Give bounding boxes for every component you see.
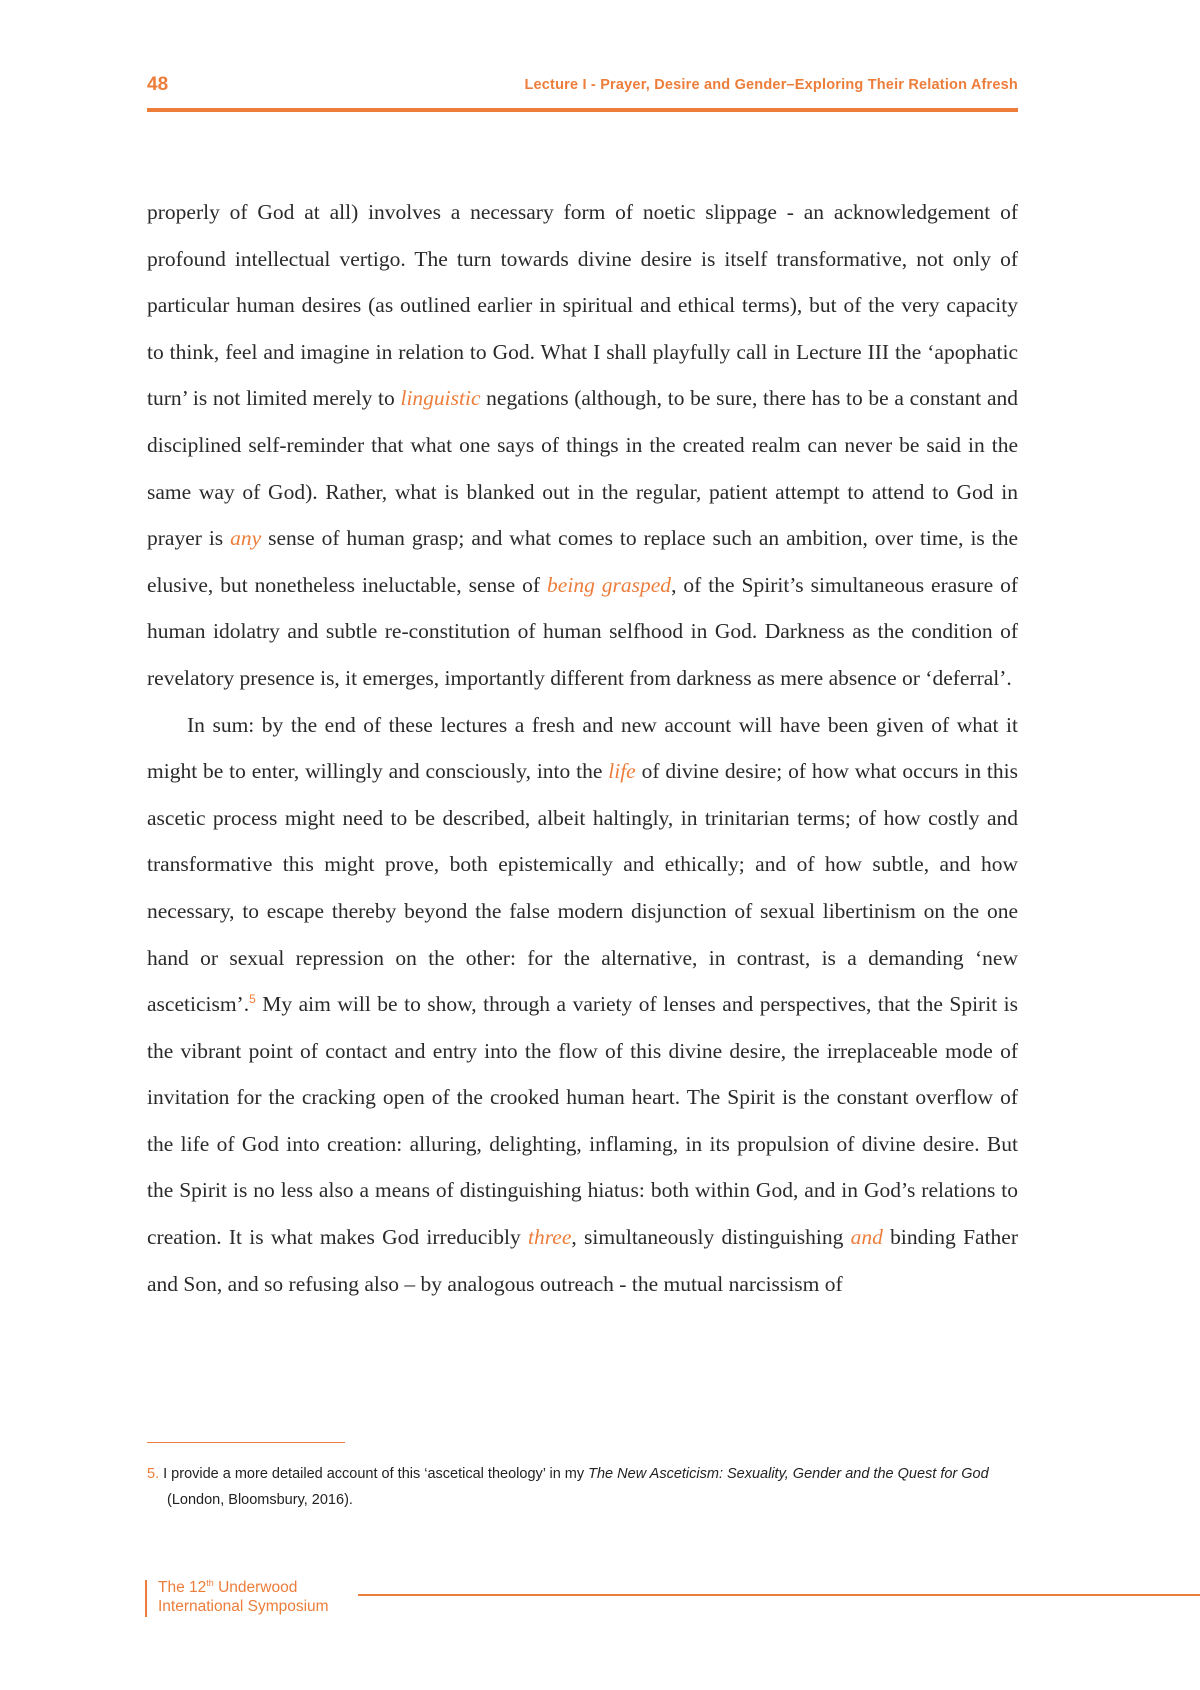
running-title: Lecture I - Prayer, Desire and Gender–Exploring Their Relation Afresh	[524, 77, 1018, 93]
emphasis-three: three	[528, 1225, 572, 1250]
footnote-book-title: The New Asceticism: Sexuality, Gender and the Quest for God	[588, 1466, 989, 1482]
text-span: , simultaneously distinguishing	[571, 1225, 851, 1250]
paragraph-2	[147, 702, 1018, 1308]
text-span: sense of human grasp; and what comes to replace such an ambition, over time, is the elusive, but nonetheless ineluctable, sense of	[147, 526, 1018, 597]
footer-brand-line-2: International Symposium	[158, 1598, 329, 1615]
emphasis-being-grasped: being grasped	[547, 572, 672, 597]
footer-brand-text: Underwood	[213, 1579, 298, 1596]
text-span: negations (although, to be sure, there has to be a constant and disciplined self-reminder that what one says of things in the created realm can never be said in the same way of God). Rather, what is blanked out in the regular, patient attempt to attend to God in prayer is	[147, 386, 1019, 551]
text-span: of divine desire; of how what occurs in this ascetic process might need to be described, albeit haltingly, in trinitarian terms; of how costly and transformative this might prove, both epistemically and ethically; and of how subtle, and how necessary, to escape thereby beyond the false modern disjunction of sexual libertinism on the one hand or sexual repression on the other: for the alternative, in contrast, is a demanding ‘new asceticism’.	[147, 759, 1018, 1017]
footer-brand-superscript: th	[206, 1577, 214, 1588]
text-span: , of the Spirit’s simultaneous erasure of human idolatry and subtle re-constitution of human selfhood in God. Darkness as the condition of revelatory presence is, it emerges, importantly different from darkness as mere absence or ‘deferral’.	[147, 572, 1018, 690]
text-span: properly of God at all) involves a necessary form of noetic slippage - an acknowledgement of profound intellectual vertigo. The turn towards divine desire is itself transformative, not only of particular human desires (as outlined earlier in spiritual and ethical terms), but of the very capacity to think, feel and imagine in relation to God. What I shall playfully call in Lecture III the ‘apophatic turn’ is not limited merely to	[147, 200, 1018, 411]
page-number: 48	[147, 74, 169, 95]
footnote-text: I provide a more detailed account of this ‘ascetical theology’ in my	[159, 1466, 589, 1482]
footnote-number: 5.	[147, 1466, 160, 1482]
footnote-divider	[147, 1442, 345, 1443]
emphasis-any: any	[230, 526, 262, 551]
footer-brand-line-1	[158, 1578, 329, 1597]
text-span: In sum: by the end of these lectures a fresh and new account will have been given of what it might be to enter, willingly and consciously, into the	[147, 712, 1018, 784]
footnote-text: (London, Bloomsbury, 2016).	[167, 1492, 353, 1508]
paragraph-1	[147, 189, 1018, 702]
footer-brand	[158, 1578, 329, 1616]
text-span: My aim will be to show, through a variety of lenses and perspectives, that the Spirit is the vibrant point of contact and entry into the flow of this divine desire, the irreplaceable mode of invitation for the cracking open of the crooked human heart. The Spirit is the constant overflow of the life of God into creation: alluring, delighting, inflaming, in its propulsion of divine desire. But the Spirit is no less also a means of distinguishing hiatus: both within God, and in God’s relations to creation. It is what makes God irreducibly	[147, 992, 1018, 1250]
page-header	[147, 74, 1018, 112]
footnote-reference-5[interactable]: 5	[249, 991, 256, 1006]
emphasis-linguistic: linguistic	[400, 386, 481, 411]
emphasis-life: life	[608, 759, 636, 784]
footer-divider	[358, 1594, 1200, 1596]
text-span: binding Father and Son, and so refusing also – by analogous outreach - the mutual narcissism of	[147, 1225, 1018, 1296]
emphasis-and: and	[850, 1225, 883, 1250]
footer-accent-bar	[145, 1580, 147, 1617]
footer-brand-text: The 12	[158, 1579, 207, 1596]
footnote-5	[147, 1461, 1018, 1513]
body-text	[147, 189, 1018, 1307]
